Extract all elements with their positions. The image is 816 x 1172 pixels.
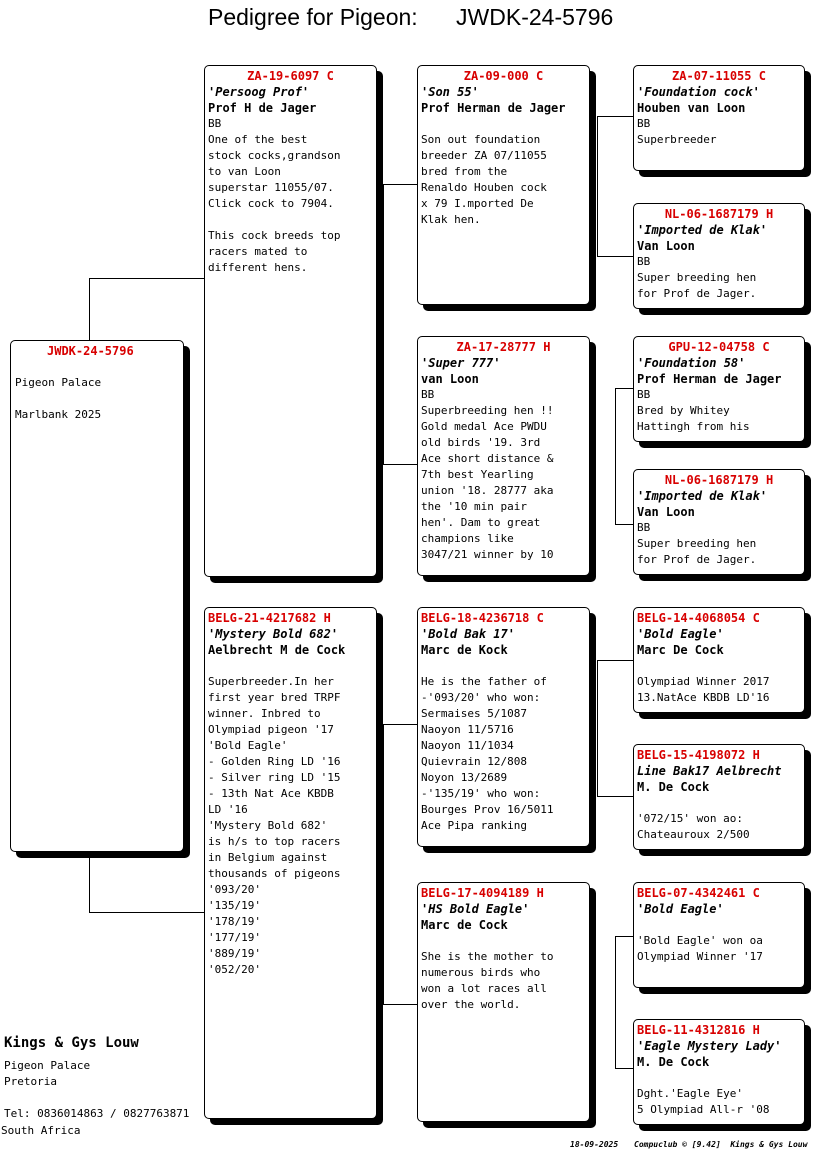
telephone: Tel: 0836014863 / 0827763871: [4, 1107, 190, 1120]
pigeon-name: 'Eagle Mystery Lady': [637, 1039, 782, 1053]
connector: [89, 278, 204, 279]
ssd-card[interactable]: [633, 203, 805, 309]
detail-line: union '18. 28777 aka: [421, 484, 554, 497]
detail-line: '135/19': [208, 899, 261, 912]
detail-line: Renaldo Houben cock: [421, 181, 547, 194]
detail-line: Superbreeder.In her: [208, 675, 334, 688]
detail-line: Pigeon Palace: [15, 376, 102, 389]
software-credit: Compuclub © [9.42] Kings & Gys Louw: [634, 1140, 808, 1149]
detail-line: '177/19': [208, 931, 261, 944]
sds-card[interactable]: [633, 336, 805, 442]
page-title: [208, 4, 613, 31]
connector: [383, 184, 384, 464]
connector: [615, 1068, 633, 1069]
connector: [597, 660, 633, 661]
detail-line: first year bred TRPF: [208, 691, 341, 704]
owner-name: M. De Cock: [637, 1055, 710, 1069]
pigeon-name: 'Son 55': [421, 85, 479, 99]
country: South Africa: [1, 1124, 81, 1137]
detail-line: for Prof de Jager.: [637, 287, 757, 300]
detail-line: [637, 795, 801, 811]
detail-line: 'Mystery Bold 682': [208, 819, 328, 832]
ring-number: ZA-07-11055 C: [672, 69, 766, 83]
connector: [597, 660, 598, 796]
detail-line: 3047/21 winner by 10: [421, 548, 554, 561]
pigeon-name: 'Bold Eagle': [637, 627, 724, 641]
connector: [383, 464, 417, 465]
detail-line: the '10 min pair: [421, 500, 527, 513]
detail-line: [15, 391, 180, 407]
detail-line: 5 Olympiad All-r '08: [637, 1103, 770, 1116]
city: Pretoria: [4, 1075, 57, 1088]
detail-line: [421, 933, 586, 949]
ring-number: BELG-18-4236718 C: [421, 611, 544, 625]
detail-line: [637, 1070, 801, 1086]
detail-line: for Prof de Jager.: [637, 553, 757, 566]
pigeon-name: 'Bold Eagle': [637, 902, 724, 916]
connector: [615, 936, 633, 937]
ring-number: NL-06-1687179 H: [664, 207, 774, 221]
detail-line: Superbreeder: [637, 133, 717, 146]
breeder-name: Kings & Gys Louw: [4, 1035, 139, 1051]
detail-line: Olympiad pigeon '17: [208, 723, 334, 736]
ring-number: JWDK-24-5796: [47, 344, 134, 358]
detail-line: 13.NatAce KBDB LD'16: [637, 691, 770, 704]
owner-name: Aelbrecht M de Cock: [208, 643, 346, 657]
detail-line: bred from the: [421, 165, 508, 178]
detail-line: winner. Inbred to: [208, 707, 321, 720]
detail-line: [637, 658, 801, 674]
detail-line: Naoyon 11/5716: [421, 723, 514, 736]
connector: [383, 724, 384, 1004]
ddd-card[interactable]: [633, 1019, 805, 1125]
detail-line: One of the best: [208, 133, 308, 146]
dss-card[interactable]: [633, 607, 805, 713]
detail-line: Bourges Prov 16/5011: [421, 803, 554, 816]
detail-line: Naoyon 11/1034: [421, 739, 514, 752]
detail-line: [208, 212, 373, 228]
connector: [597, 796, 633, 797]
detail-line: Dght.'Eagle Eye': [637, 1087, 743, 1100]
print-date: 18-09-2025: [570, 1140, 619, 1149]
pigeon-name: Line Bak17 Aelbrecht: [637, 764, 782, 778]
detail-line: [208, 658, 373, 674]
detail-line: BB: [637, 388, 651, 401]
detail-line: [15, 359, 180, 375]
detail-line: Noyon 13/2689: [421, 771, 508, 784]
detail-line: This cock breeds top: [208, 229, 341, 242]
detail-line: '889/19': [208, 947, 261, 960]
subject-card[interactable]: [10, 340, 184, 852]
detail-line: Ace Pipa ranking: [421, 819, 527, 832]
detail-line: Olympiad Winner '17: [637, 950, 763, 963]
detail-line: Quievrain 12/808: [421, 755, 527, 768]
owner-name: Marc de Cock: [421, 918, 508, 932]
detail-line: 7th best Yearling: [421, 468, 534, 481]
pigeon-name: 'Bold Bak 17': [421, 627, 515, 641]
connector: [615, 388, 633, 389]
detail-line: numerous birds who: [421, 966, 541, 979]
pigeon-name: 'Mystery Bold 682': [208, 627, 339, 641]
dds-card[interactable]: [633, 882, 805, 988]
detail-line: champions like: [421, 532, 514, 545]
ring-number: BELG-11-4312816 H: [637, 1023, 760, 1037]
detail-line: '052/20': [208, 963, 261, 976]
detail-line: Gold medal Ace PWDU: [421, 420, 547, 433]
ring-number: BELG-07-4342461 C: [637, 886, 760, 900]
owner-name: Van Loon: [637, 505, 695, 519]
detail-line: stock cocks,grandson: [208, 149, 341, 162]
ring-number: ZA-17-28777 H: [456, 340, 551, 354]
detail-line: Ace short distance &: [421, 452, 554, 465]
owner-name: Prof Herman de Jager: [637, 372, 782, 386]
owner-name: Prof Herman de Jager: [421, 101, 566, 115]
connector: [89, 858, 90, 912]
detail-line: She is the mother to: [421, 950, 554, 963]
connector: [597, 256, 633, 257]
connector: [383, 724, 417, 725]
title-prefix: Pedigree for Pigeon:: [208, 4, 418, 30]
detail-line: in Belgium against: [208, 851, 328, 864]
detail-line: superstar 11055/07.: [208, 181, 334, 194]
detail-line: 'Bold Eagle' won oa: [637, 934, 763, 947]
detail-line: [421, 116, 586, 132]
sire-sire-card[interactable]: [417, 65, 590, 305]
pigeon-name: 'Foundation cock': [637, 85, 760, 99]
title-ring: JWDK-24-5796: [456, 4, 614, 30]
detail-line: '072/15' won ao:: [637, 812, 743, 825]
dam-card[interactable]: [204, 607, 377, 1119]
pigeon-name: 'Super 777': [421, 356, 501, 370]
dsd-card[interactable]: [633, 744, 805, 850]
connector: [383, 184, 417, 185]
detail-line: Hattingh from his: [637, 420, 750, 433]
detail-line: won a lot races all: [421, 982, 547, 995]
connector: [89, 278, 90, 340]
detail-line: LD '16: [208, 803, 248, 816]
pigeon-name: 'Foundation 58': [637, 356, 746, 370]
ring-number: ZA-09-000 C: [463, 69, 544, 83]
detail-line: over the world.: [421, 998, 521, 1011]
detail-line: BB: [637, 255, 651, 268]
owner-name: Houben van Loon: [637, 101, 746, 115]
loft-name: Pigeon Palace: [4, 1059, 91, 1072]
connector: [615, 388, 616, 524]
detail-line: different hens.: [208, 261, 308, 274]
sss-card[interactable]: [633, 65, 805, 171]
owner-name: Marc De Cock: [637, 643, 724, 657]
detail-line: -'135/19' who won:: [421, 787, 541, 800]
owner-name: Van Loon: [637, 239, 695, 253]
sdd-card[interactable]: [633, 469, 805, 575]
connector: [89, 912, 204, 913]
detail-line: BB: [421, 388, 435, 401]
ring-number: GPU-12-04758 C: [668, 340, 770, 354]
detail-line: BB: [637, 521, 651, 534]
detail-line: Olympiad Winner 2017: [637, 675, 770, 688]
sire-dam-card[interactable]: [417, 336, 590, 576]
detail-line: '093/20': [208, 883, 261, 896]
detail-line: Bred by Whitey: [637, 404, 730, 417]
connector: [383, 1004, 417, 1005]
detail-line: thousands of pigeons: [208, 867, 341, 880]
detail-line: - Silver ring LD '15: [208, 771, 341, 784]
detail-line: hen'. Dam to great: [421, 516, 541, 529]
detail-line: breeder ZA 07/11055: [421, 149, 547, 162]
connector: [597, 116, 598, 256]
ring-number: BELG-17-4094189 H: [421, 886, 544, 900]
ring-number: ZA-19-6097 C: [247, 69, 334, 83]
ring-number: NL-06-1687179 H: [664, 473, 774, 487]
detail-line: BB: [208, 117, 222, 130]
detail-line: x 79 I.mported De: [421, 197, 534, 210]
connector: [615, 936, 616, 1068]
detail-line: is h/s to top racers: [208, 835, 341, 848]
connector: [615, 524, 633, 525]
dam-dam-card[interactable]: [417, 882, 590, 1122]
ring-number: BELG-14-4068054 C: [637, 611, 760, 625]
ring-number: BELG-21-4217682 H: [208, 611, 331, 625]
detail-line: Chateauroux 2/500: [637, 828, 750, 841]
detail-line: - 13th Nat Ace KBDB: [208, 787, 334, 800]
owner-name: van Loon: [421, 372, 479, 386]
detail-line: Super breeding hen: [637, 537, 757, 550]
detail-line: racers mated to: [208, 245, 308, 258]
detail-line: [421, 658, 586, 674]
owner-name: Prof H de Jager: [208, 101, 317, 115]
ring-number: BELG-15-4198072 H: [637, 748, 760, 762]
detail-line: Son out foundation: [421, 133, 541, 146]
detail-line: 'Bold Eagle': [208, 739, 288, 752]
detail-line: old birds '19. 3rd: [421, 436, 541, 449]
detail-line: Marlbank 2025: [15, 408, 102, 421]
pigeon-name: 'HS Bold Eagle': [421, 902, 530, 916]
detail-line: BB: [637, 117, 651, 130]
dam-sire-card[interactable]: [417, 607, 590, 847]
detail-line: [637, 917, 801, 933]
detail-line: '178/19': [208, 915, 261, 928]
detail-line: - Golden Ring LD '16: [208, 755, 341, 768]
detail-line: Sermaises 5/1087: [421, 707, 527, 720]
owner-name: M. De Cock: [637, 780, 710, 794]
sire-card[interactable]: [204, 65, 377, 577]
detail-line: Click cock to 7904.: [208, 197, 334, 210]
connector: [597, 116, 633, 117]
detail-line: He is the father of: [421, 675, 547, 688]
detail-line: to van Loon: [208, 165, 281, 178]
detail-line: -'093/20' who won:: [421, 691, 541, 704]
pigeon-name: 'Imported de Klak': [637, 223, 768, 237]
pigeon-name: 'Imported de Klak': [637, 489, 768, 503]
owner-name: Marc de Kock: [421, 643, 508, 657]
detail-line: Superbreeding hen !!: [421, 404, 554, 417]
detail-line: Klak hen.: [421, 213, 481, 226]
detail-line: Super breeding hen: [637, 271, 757, 284]
pigeon-name: 'Persoog Prof': [208, 85, 310, 99]
